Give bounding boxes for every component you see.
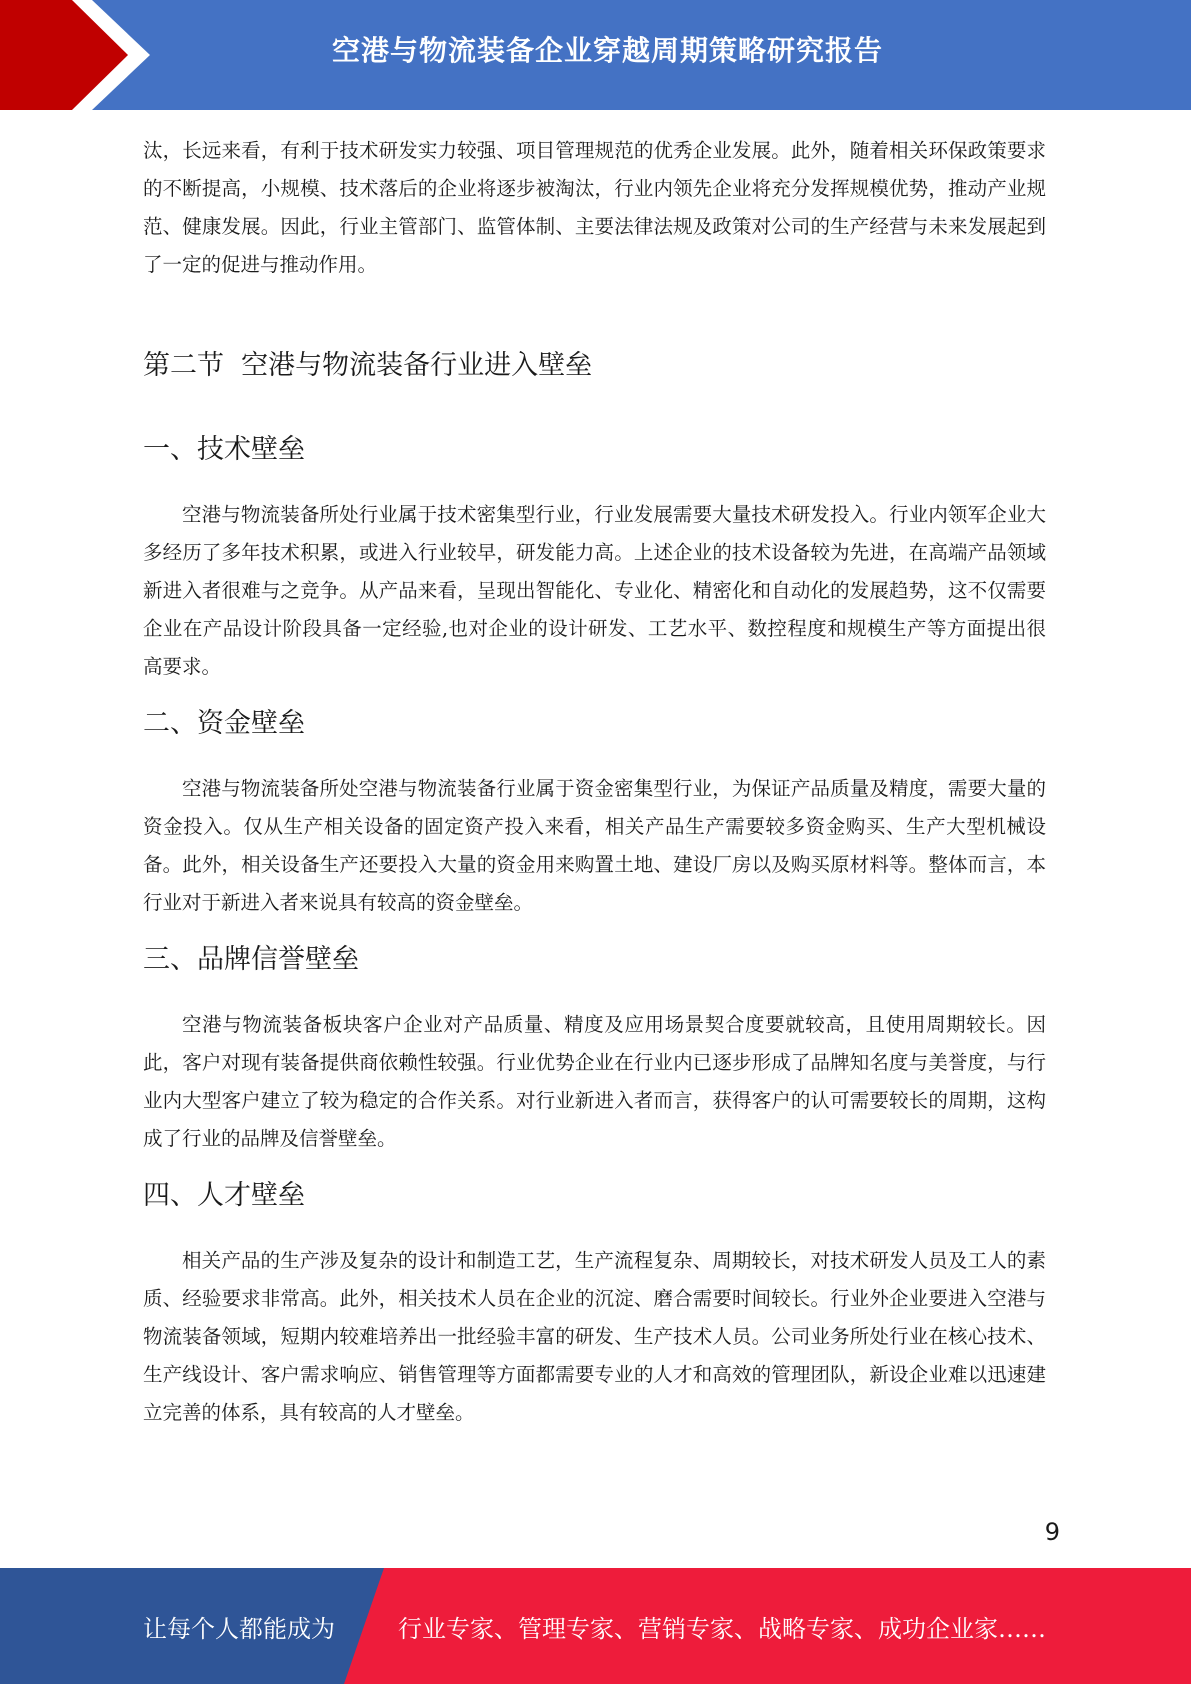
subsection-title-capital: 二、资金壁垒 (143, 708, 305, 739)
footer-slogan-left: 让每个人都能成为 (143, 1614, 335, 1643)
page-content (143, 132, 1046, 1432)
section-title: 第二节 空港与物流装备行业进入壁垒 (143, 350, 593, 381)
report-title: 空港与物流装备企业穿越周期策略研究报告 (331, 34, 883, 67)
subsection-text-talent: 相关产品的生产涉及复杂的设计和制造工艺，生产流程复杂、周期较长，对技术研发人员及工人的素质、经验要求非常高。此外，相关技术人员在企业的沉淀、磨合需要时间较长。行业外企业要进入空港与物流装备领域，短期内较难培养出一批经验丰富的研发、生产技术人员。公司业务所处行业在核心技术、生产线设计、客户需求响应、销售管理等方面都需要专业的人才和高效的管理团队，新设企业难以迅速建立完善的体系，具有较高的人才壁垒。 (143, 1249, 1046, 1424)
intro-paragraph: 汰，长远来看，有利于技术研发实力较强、项目管理规范的优秀企业发展。此外，随着相关环保政策要求的不断提高，小规模、技术落后的企业将逐步被淘汰，行业内领先企业将充分发挥规模优势，推动产业规范、健康发展。因此，行业主管部门、监管体制、主要法律法规及政策对公司的生产经营与未来发展起到了一定的促进与推动作用。 (143, 139, 1046, 276)
subsection-text-capital: 空港与物流装备所处空港与物流装备行业属于资金密集型行业，为保证产品质量及精度，需要大量的资金投入。仅从生产相关设备的固定资产投入来看，相关产品生产需要较多资金购买、生产大型机械设备。此外，相关设备生产还要投入大量的资金用来购置土地、建设厂房以及购买原材料等。整体而言，本行业对于新进入者来说具有较高的资金壁垒。 (143, 777, 1046, 914)
subsection-title-brand: 三、品牌信誉壁垒 (143, 944, 359, 975)
subsection-title-talent: 四、人才壁垒 (143, 1180, 305, 1211)
page-footer (0, 1568, 1191, 1684)
subsection-text-technology: 空港与物流装备所处行业属于技术密集型行业，行业发展需要大量技术研发投入。行业内领军企业大多经历了多年技术积累，或进入行业较早，研发能力高。上述企业的技术设备较为先进，在高端产品领域新进入者很难与之竞争。从产品来看，呈现出智能化、专业化、精密化和自动化的发展趋势，这不仅需要企业在产品设计阶段具备一定经验,也对企业的设计研发、工艺水平、数控程度和规模生产等方面提出很高要求。 (143, 503, 1046, 678)
page-header (0, 0, 1191, 110)
subsection-title-technology: 一、技术壁垒 (143, 434, 305, 465)
page-number: 9 (1044, 1518, 1060, 1546)
footer-slogan-right: 行业专家、管理专家、营销专家、战略专家、成功企业家…… (398, 1614, 1046, 1643)
subsection-text-brand: 空港与物流装备板块客户企业对产品质量、精度及应用场景契合度要就较高，且使用周期较长。因此，客户对现有装备提供商依赖性较强。行业优势企业在行业内已逐步形成了品牌知名度与美誉度，与行业内大型客户建立了较为稳定的合作关系。对行业新进入者而言，获得客户的认可需要较长的周期，这构成了行业的品牌及信誉壁垒。 (143, 1013, 1046, 1150)
